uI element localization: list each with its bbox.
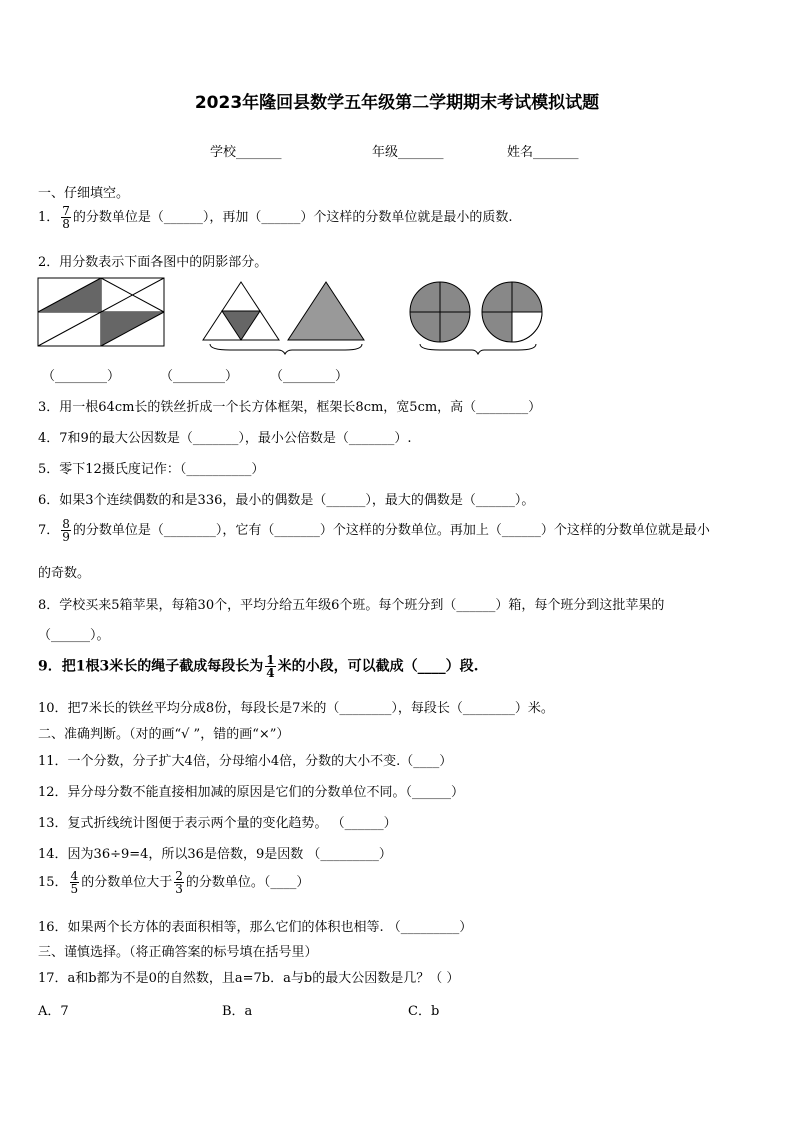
fraction: $\frac{8}{9}$ [62, 517, 70, 544]
question-8: 8．学校买来5箱苹果，每箱30个，平均分给五年级6个班。每个班分到（______）箱，每个班分到这批苹果的 [38, 598, 665, 613]
question-15: 15． $\frac{4}{5}$ 的分数单位大于 $\frac{2}{3}$ 的分数单位。（____） [38, 869, 310, 896]
answer-blank[interactable]: （________） [160, 369, 239, 384]
page-title: 2023年隆回县数学五年级第二学期期末考试模拟试题 [194, 93, 600, 113]
rectangle-figure [38, 278, 164, 346]
section-heading: 二、准确判断。（对的画“√ ”，错的画“×”） [38, 727, 290, 742]
fraction: $\frac{1}{4}$ [266, 653, 275, 680]
question-10: 10．把7米长的铁丝平均分成8份，每段长是7米的（________），每段长（________）米。 [38, 701, 554, 716]
three-quarter-circle-figure [482, 282, 542, 342]
question-17: 17．a和b都为不是0的自然数，且a=7b．a与b的最大公因数是几？（ ） [38, 971, 460, 986]
question-6: 6．如果3个连续偶数的和是336，最小的偶数是（______），最大的偶数是（______）。 [38, 493, 535, 508]
question-14: 14．因为36÷9=4，所以36是倍数，9是因数 （_________） [38, 847, 392, 862]
question-12: 12．异分母分数不能直接相加减的原因是它们的分数单位不同。（______） [38, 785, 465, 800]
name-field[interactable]: 姓名_______ [507, 145, 579, 160]
small-triangle-figure [203, 282, 279, 340]
question-11: 11．一个分数，分子扩大4倍，分母缩小4倍，分数的大小不变.（____） [38, 754, 453, 769]
school-field[interactable]: 学校_______ [210, 145, 282, 160]
question-5: 5．零下12摄氏度记作：（__________） [38, 462, 265, 477]
question-4: 4．7和9的最大公因数是（_______），最小公倍数是（_______）. [38, 431, 412, 446]
answer-blank[interactable]: （________） [42, 369, 121, 384]
option-b[interactable]: B．a [222, 1004, 253, 1019]
grade-field[interactable]: 年级_______ [372, 145, 444, 160]
full-circle-figure [410, 282, 470, 342]
question-7: 7． $\frac{8}{9}$ 的分数单位是（________），它有（_______）个这样的分数单位。再加上（______）个这样的分数单位就是最小 [38, 517, 710, 544]
section-heading: 一、仔细填空。 [38, 186, 130, 201]
question-13: 13．复式折线统计图便于表示两个量的变化趋势。 （______） [38, 816, 397, 831]
fraction: $\frac{7}{8}$ [62, 204, 70, 231]
fraction: $\frac{2}{3}$ [175, 869, 183, 896]
option-c[interactable]: C．b [408, 1004, 440, 1019]
answer-blank[interactable]: （________） [270, 369, 349, 384]
section-heading: 三、谨慎选择。（将正确答案的标号填在括号里） [38, 945, 318, 960]
question-7-continued: 的奇数。 [38, 566, 91, 581]
fraction: $\frac{4}{5}$ [70, 869, 79, 896]
question-9: 9．把1根3米长的绳子截成每段长为 $\frac{1}{4}$ 米的小段，可以截成（____）段. [38, 653, 479, 680]
question-16: 16．如果两个长方体的表面积相等，那么它们的体积也相等. （_________） [38, 920, 473, 935]
question-8-continued: （______）。 [38, 628, 110, 643]
question-2: 2．用分数表示下面各图中的阴影部分。 [38, 255, 268, 270]
question-3: 3．用一根64cm长的铁丝折成一个长方体框架，框架长8cm，宽5cm，高（________） [38, 400, 542, 415]
question-1: 1． $\frac{7}{8}$ 的分数单位是（______），再加（______）个这样的分数单位就是最小的质数. [38, 204, 513, 231]
option-a[interactable]: A．7 [38, 1004, 69, 1019]
large-triangle-figure [288, 282, 364, 340]
